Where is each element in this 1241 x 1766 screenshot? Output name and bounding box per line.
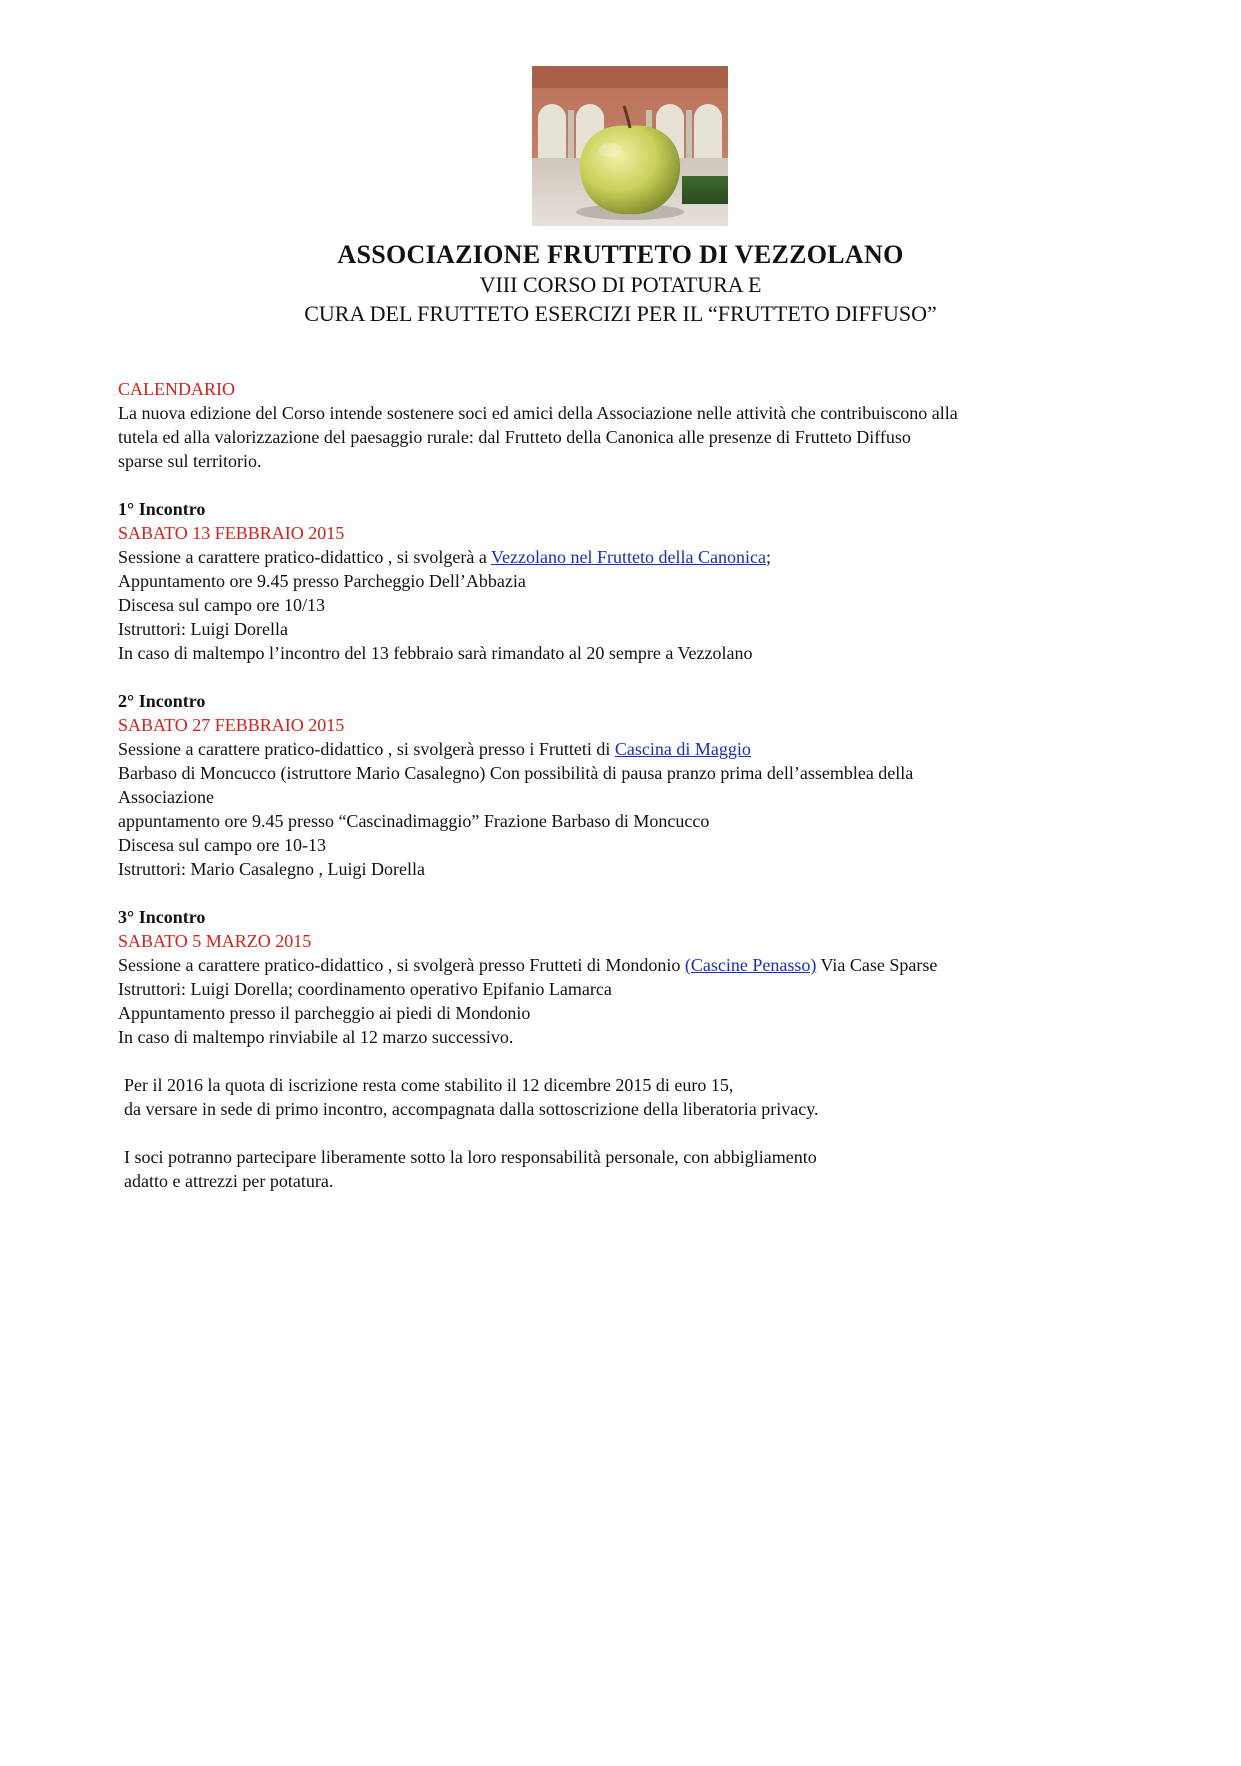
intro-line: sparse sul territorio.	[118, 451, 262, 471]
meeting-2-line: Associazione	[118, 787, 214, 807]
meeting-1-line: Istruttori: Luigi Dorella	[118, 619, 288, 639]
meeting-3-session-suffix: Via Case Sparse	[816, 955, 938, 975]
fee-line: da versare in sede di primo incontro, accompagnata dalla sottoscrizione della liberatoria privacy.	[124, 1099, 819, 1119]
meeting-1-line: In caso di maltempo l’incontro del 13 febbraio sarà rimandato al 20 sempre a Vezzolano	[118, 643, 753, 663]
intro-line: La nuova edizione del Corso intende sostenere soci ed amici della Associazione nelle attività che contribuiscono alla	[118, 403, 958, 423]
meeting-1-session-suffix: ;	[765, 547, 771, 567]
document-subtitle-2: CURA DEL FRUTTETO ESERCIZI PER IL “FRUTTETO DIFFUSO”	[304, 301, 937, 326]
document-subtitle-1: VIII CORSO DI POTATURA E	[479, 272, 762, 297]
meeting-3-session-text: Sessione a carattere pratico-didattico , si svolgerà presso Frutteti di Mondonio	[118, 955, 685, 975]
meeting-3-line: Appuntamento presso il parcheggio ai piedi di Mondonio	[118, 1003, 531, 1023]
meeting-1-line: Appuntamento ore 9.45 presso Parcheggio Dell’Abbazia	[118, 571, 526, 591]
notice-line: adatto e attrezzi per potatura.	[124, 1171, 334, 1191]
meeting-3-title: 3° Incontro	[118, 907, 206, 927]
notice-line: I soci potranno partecipare liberamente sotto la loro responsabilità personale, con abbigliamento	[124, 1147, 817, 1167]
meeting-1-title: 1° Incontro	[118, 499, 206, 519]
apple-cloister-image	[532, 66, 728, 226]
title-block	[0, 240, 1241, 328]
meeting-2-session	[118, 737, 1138, 761]
link-vezzolano-frutteto[interactable]: Vezzolano nel Frutteto della Canonica	[491, 547, 766, 567]
meeting-3-line: Istruttori: Luigi Dorella; coordinamento operativo Epifanio Lamarca	[118, 979, 612, 999]
meeting-1-session-text: Sessione a carattere pratico-didattico , si svolgerà a	[118, 547, 492, 567]
meeting-2-line: Discesa sul campo ore 10-13	[118, 835, 326, 855]
link-cascine-penasso[interactable]: (Cascine Penasso)	[684, 955, 817, 975]
calendar-heading: CALENDARIO	[118, 379, 235, 399]
meeting-3-date: SABATO 5 MARZO 2015	[118, 931, 312, 951]
meeting-1-date: SABATO 13 FEBBRAIO 2015	[118, 523, 345, 543]
document-title: ASSOCIAZIONE FRUTTETO DI VEZZOLANO	[337, 240, 904, 269]
meeting-2-date: SABATO 27 FEBBRAIO 2015	[118, 715, 345, 735]
meeting-3-line: In caso di maltempo rinviabile al 12 marzo successivo.	[118, 1027, 514, 1047]
meeting-2-title: 2° Incontro	[118, 691, 206, 711]
meeting-2-line: appuntamento ore 9.45 presso “Cascinadimaggio” Frazione Barbaso di Moncucco	[118, 811, 710, 831]
link-cascina-di-maggio[interactable]: Cascina di Maggio	[614, 739, 751, 759]
meeting-2-line: Istruttori: Mario Casalegno , Luigi Dorella	[118, 859, 425, 879]
fee-line: Per il 2016 la quota di iscrizione resta come stabilito il 12 dicembre 2015 di euro 15,	[124, 1075, 734, 1095]
meeting-3-session	[118, 953, 1138, 977]
meeting-2-line: Barbaso di Moncucco (istruttore Mario Casalegno) Con possibilità di pausa pranzo prima dell’assemblea della	[118, 763, 914, 783]
meeting-1-line: Discesa sul campo ore 10/13	[118, 595, 325, 615]
meeting-1-session	[118, 545, 1138, 569]
document-body	[118, 377, 1138, 1193]
intro-line: tutela ed alla valorizzazione del paesaggio rurale: dal Frutteto della Canonica alle presenze di Frutteto Diffuso	[118, 427, 911, 447]
meeting-2-session-text: Sessione a carattere pratico-didattico , si svolgerà presso i Frutteti di	[118, 739, 615, 759]
